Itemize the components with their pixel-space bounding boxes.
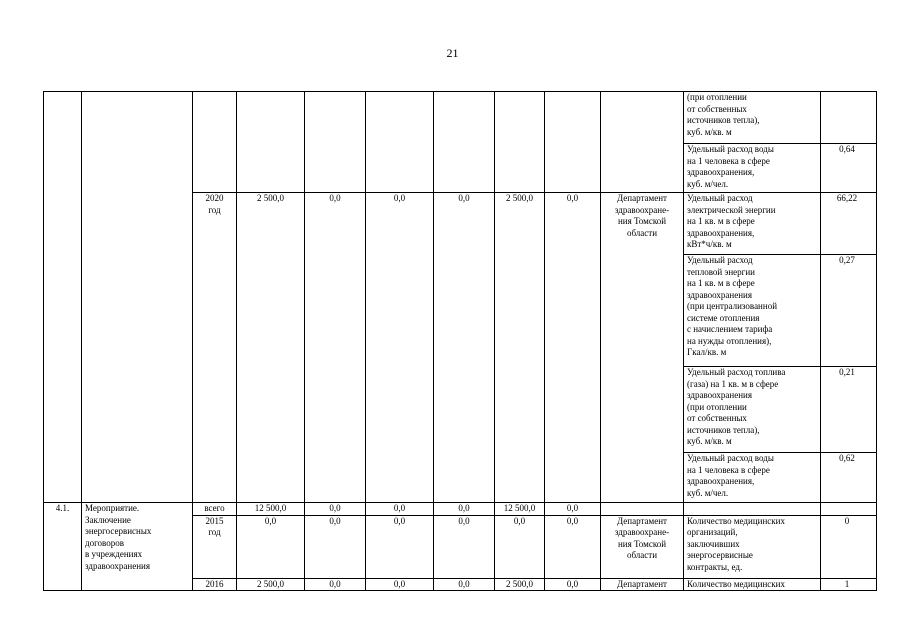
cell-fed: 0,0 xyxy=(305,503,366,516)
cell-reg: 0,0 xyxy=(366,515,434,578)
cell-extra: 12 500,0 xyxy=(495,503,545,516)
cell-other xyxy=(545,92,601,193)
cell-other: 0,0 xyxy=(545,578,601,591)
cell-loc: 0,0 xyxy=(434,578,495,591)
cell-other: 0,0 xyxy=(545,515,601,578)
cell-extra: 2 500,0 xyxy=(495,193,545,503)
cell-extra: 2 500,0 xyxy=(495,578,545,591)
cell-extra: 0,0 xyxy=(495,515,545,578)
cell-value xyxy=(821,503,877,516)
cell-loc xyxy=(434,92,495,193)
cell-total: 0,0 xyxy=(237,515,305,578)
cell-loc: 0,0 xyxy=(434,193,495,503)
table-row xyxy=(44,503,877,516)
cell-value: 0,62 xyxy=(821,453,877,503)
cell-year: 2015 год xyxy=(193,515,237,578)
cell-fed xyxy=(305,92,366,193)
cell-indicator: (при отоплении от собственных источников тепла), куб. м/кв. м xyxy=(684,92,821,144)
page-number: 21 xyxy=(446,46,459,60)
cell-value: 66,22 xyxy=(821,193,877,255)
cell-indicator: Количество медицинских организаций, заключивших энергосервисные контракты, ед. xyxy=(684,515,821,578)
cell-indicator xyxy=(684,503,821,516)
cell-value: 0 xyxy=(821,515,877,578)
cell-fed: 0,0 xyxy=(305,515,366,578)
cell-num xyxy=(44,92,82,503)
cell-dept xyxy=(601,92,684,193)
cell-reg xyxy=(366,92,434,193)
cell-measure: Мероприятие. Заключение энергосервисных договоров в учреждениях здравоохранения xyxy=(82,503,193,591)
cell-extra xyxy=(495,92,545,193)
cell-value: 0,21 xyxy=(821,367,877,453)
cell-fed: 0,0 xyxy=(305,578,366,591)
cell-year xyxy=(193,92,237,193)
cell-value: 0,27 xyxy=(821,255,877,367)
cell-reg: 0,0 xyxy=(366,193,434,503)
cell-other: 0,0 xyxy=(545,503,601,516)
cell-fed: 0,0 xyxy=(305,193,366,503)
cell-total xyxy=(237,92,305,193)
cell-indicator: Удельный расход воды на 1 человека в сфере здравоохранения, куб. м/чел. xyxy=(684,453,821,503)
cell-indicator: Удельный расход электрической энергии на 1 кв. м в сфере здравоохранения, кВт*ч/кв. м xyxy=(684,193,821,255)
cell-other: 0,0 xyxy=(545,193,601,503)
cell-year: 2016 xyxy=(193,578,237,591)
cell-dept: Департамент здравоохране- ния Томской области xyxy=(601,515,684,578)
cell-num: 4.1. xyxy=(44,503,82,591)
cell-total: 2 500,0 xyxy=(237,578,305,591)
cell-value: 1 xyxy=(821,578,877,591)
cell-year: 2020 год xyxy=(193,193,237,503)
cell-total: 12 500,0 xyxy=(237,503,305,516)
cell-indicator: Количество медицинских xyxy=(684,578,821,591)
cell-value xyxy=(821,92,877,144)
cell-reg: 0,0 xyxy=(366,578,434,591)
cell-dept: Департамент xyxy=(601,578,684,591)
cell-reg: 0,0 xyxy=(366,503,434,516)
cell-total: 2 500,0 xyxy=(237,193,305,503)
cell-indicator: Удельный расход топлива (газа) на 1 кв. м в сфере здравоохранения (при отоплении от собственных источников тепла), куб. м/кв. м xyxy=(684,367,821,453)
cell-indicator: Удельный расход воды на 1 человека в сфере здравоохранения, куб. м/чел. xyxy=(684,144,821,193)
cell-year: всего xyxy=(193,503,237,516)
cell-indicator: Удельный расход тепловой энергии на 1 кв. м в сфере здравоохранения (при централизованной системе отопления с начислением тарифа на нужды отопления), Гкал/кв. м xyxy=(684,255,821,367)
cell-measure xyxy=(82,92,193,503)
table-row xyxy=(44,92,877,144)
cell-loc: 0,0 xyxy=(434,503,495,516)
cell-loc: 0,0 xyxy=(434,515,495,578)
cell-dept: Департамент здравоохране- ния Томской области xyxy=(601,193,684,503)
program-table xyxy=(43,91,877,591)
cell-dept xyxy=(601,503,684,516)
cell-value: 0,64 xyxy=(821,144,877,193)
